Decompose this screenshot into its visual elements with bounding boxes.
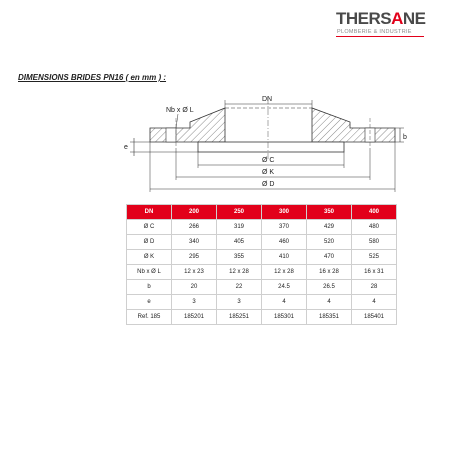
table-cell: 20 xyxy=(172,280,217,295)
c-label: Ø C xyxy=(262,157,275,164)
k-label: Ø K xyxy=(262,169,275,176)
header-cell: 350 xyxy=(307,205,352,220)
e-label: e xyxy=(124,144,128,151)
table-row xyxy=(127,265,397,280)
table-cell: 470 xyxy=(307,250,352,265)
table-cell: 355 xyxy=(217,250,262,265)
header-cell: 300 xyxy=(262,205,307,220)
table-cell: 16 x 31 xyxy=(352,265,397,280)
page-title: DIMENSIONS BRIDES PN16 ( en mm ) : xyxy=(18,73,167,82)
table-cell: 410 xyxy=(262,250,307,265)
raised-face xyxy=(198,142,344,152)
table-cell: 525 xyxy=(352,250,397,265)
table-cell: 295 xyxy=(172,250,217,265)
table-cell: 185251 xyxy=(217,310,262,325)
table-cell: 185401 xyxy=(352,310,397,325)
bolt-hole-left xyxy=(166,128,176,142)
table-cell: 580 xyxy=(352,235,397,250)
row-label: e xyxy=(127,295,172,310)
dn-label: DN xyxy=(262,96,273,103)
table-cell: 3 xyxy=(217,295,262,310)
row-label: Ø C xyxy=(127,220,172,235)
table-cell: 405 xyxy=(217,235,262,250)
row-label: b xyxy=(127,280,172,295)
b-label: b xyxy=(403,134,407,141)
table-cell: 4 xyxy=(262,295,307,310)
table-row xyxy=(127,295,397,310)
table-cell: 520 xyxy=(307,235,352,250)
header-cell: 400 xyxy=(352,205,397,220)
table-cell: 370 xyxy=(262,220,307,235)
flange-section-right xyxy=(312,108,395,142)
row-label: Nb x Ø L xyxy=(127,265,172,280)
dimensions-table xyxy=(126,204,397,325)
table-cell: 24.5 xyxy=(262,280,307,295)
table-cell: 4 xyxy=(307,295,352,310)
table-cell: 28 xyxy=(352,280,397,295)
table-cell: 3 xyxy=(172,295,217,310)
table-cell: 26.5 xyxy=(307,280,352,295)
table-cell: 12 x 28 xyxy=(217,265,262,280)
table-cell: 340 xyxy=(172,235,217,250)
table-cell: 266 xyxy=(172,220,217,235)
table-cell: 429 xyxy=(307,220,352,235)
table-cell: 16 x 28 xyxy=(307,265,352,280)
header-cell: 200 xyxy=(172,205,217,220)
table-row xyxy=(127,250,397,265)
bolt-label: Nb x Ø L xyxy=(166,107,194,114)
brand-tagline: PLOMBERIE & INDUSTRIE xyxy=(337,29,412,35)
table-cell: 480 xyxy=(352,220,397,235)
table-cell: 12 x 23 xyxy=(172,265,217,280)
header-cell: DN xyxy=(127,205,172,220)
table-cell: 22 xyxy=(217,280,262,295)
row-label: Ref. 185 xyxy=(127,310,172,325)
d-label: Ø D xyxy=(262,181,275,188)
table-cell: 185301 xyxy=(262,310,307,325)
table-cell: 185201 xyxy=(172,310,217,325)
table-row xyxy=(127,310,397,325)
table-cell: 185351 xyxy=(307,310,352,325)
row-label: Ø K xyxy=(127,250,172,265)
table-cell: 460 xyxy=(262,235,307,250)
table-cell: 12 x 28 xyxy=(262,265,307,280)
table-cell: 4 xyxy=(352,295,397,310)
table-cell: 319 xyxy=(217,220,262,235)
table-row xyxy=(127,235,397,250)
table-row xyxy=(127,220,397,235)
brand-name: THERSANE xyxy=(336,9,426,28)
table-header-row xyxy=(127,205,397,220)
row-label: Ø D xyxy=(127,235,172,250)
header-cell: 250 xyxy=(217,205,262,220)
table-row xyxy=(127,280,397,295)
